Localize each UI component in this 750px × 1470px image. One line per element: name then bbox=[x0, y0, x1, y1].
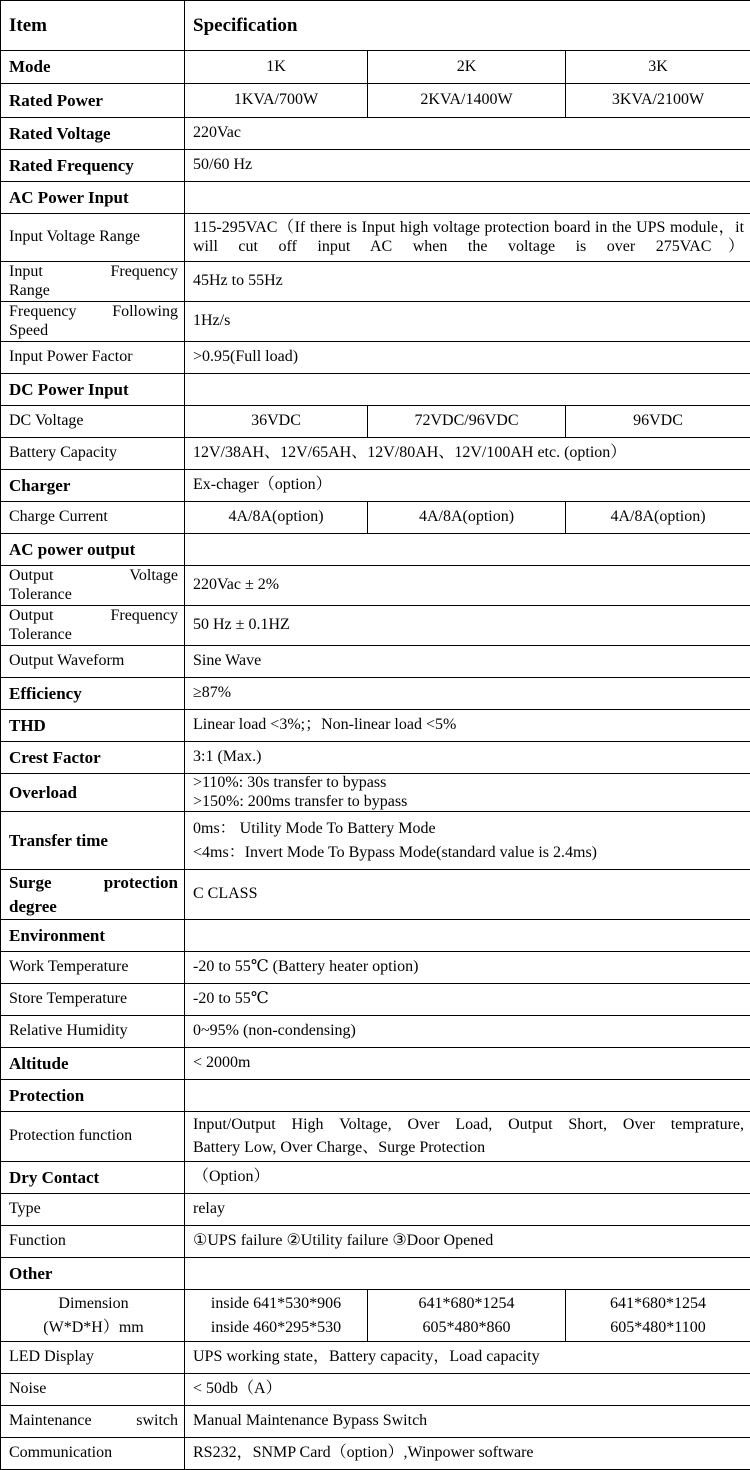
dry-contact-row bbox=[1, 1162, 750, 1194]
protection-function-value bbox=[185, 1112, 750, 1162]
protection-function-line-2: Battery Low, Over Charge、Surge Protection bbox=[193, 1137, 744, 1159]
dimension-2k bbox=[368, 1290, 566, 1342]
input-power-factor-row bbox=[1, 342, 750, 374]
work-temperature-value: -20 to 55℃ (Battery heater option) bbox=[185, 952, 750, 984]
dc-voltage-label: DC Voltage bbox=[1, 406, 185, 438]
relative-humidity-value: 0~95% (non-condensing) bbox=[185, 1016, 750, 1048]
dimension-row bbox=[1, 1290, 750, 1342]
surge-protection-value: C CLASS bbox=[185, 870, 750, 920]
other-section-row bbox=[1, 1258, 750, 1290]
dry-contact-type-row bbox=[1, 1194, 750, 1226]
charge-current-label: Charge Current bbox=[1, 502, 185, 534]
dc-input-section-title: DC Power Input bbox=[1, 374, 185, 406]
dimension-3k bbox=[566, 1290, 750, 1342]
mode-2k: 2K bbox=[368, 51, 566, 84]
transfer-time-row bbox=[1, 812, 750, 870]
input-frequency-range-label-a: Input Frequency bbox=[9, 263, 178, 281]
output-frequency-tolerance-label-a: Output Frequency bbox=[9, 607, 178, 625]
dimension-3k-outer: 641*680*1254 bbox=[572, 1292, 744, 1315]
header-spec: Specification bbox=[185, 1, 750, 51]
protection-function-label: Protection function bbox=[1, 1112, 185, 1162]
output-waveform-label: Output Waveform bbox=[1, 646, 185, 678]
charger-row bbox=[1, 470, 750, 502]
crest-factor-value: 3:1 (Max.) bbox=[185, 742, 750, 774]
protection-function-line-1: Input/Output High Voltage, Over Load, Output Short, Over temprature, bbox=[193, 1114, 744, 1136]
transfer-line-2: <4ms：Invert Mode To Bypass Mode(standard value is 2.4ms) bbox=[193, 841, 744, 864]
frequency-following-label-b: Speed bbox=[9, 322, 178, 340]
altitude-label: Altitude bbox=[1, 1048, 185, 1080]
charge-current-1k: 4A/8A(option) bbox=[185, 502, 368, 534]
ac-input-section-row bbox=[1, 182, 750, 214]
work-temperature-label: Work Temperature bbox=[1, 952, 185, 984]
rated-power-3k: 3KVA/2100W bbox=[566, 84, 750, 118]
dimension-2k-inner: 605*480*860 bbox=[374, 1316, 559, 1339]
output-voltage-tolerance-label-b: Tolerance bbox=[9, 586, 178, 604]
rated-power-1k: 1KVA/700W bbox=[185, 84, 368, 118]
output-frequency-tolerance-label-b: Tolerance bbox=[9, 626, 178, 644]
store-temperature-row bbox=[1, 984, 750, 1016]
rated-voltage-row bbox=[1, 118, 750, 150]
charger-value: Ex-chager（option） bbox=[185, 470, 750, 502]
dc-voltage-2k: 72VDC/96VDC bbox=[368, 406, 566, 438]
overload-line-2: >150%: 200ms transfer to bypass bbox=[193, 793, 744, 811]
rated-voltage-value: 220Vac bbox=[185, 118, 750, 150]
protection-section-row bbox=[1, 1080, 750, 1112]
dc-voltage-3k: 96VDC bbox=[566, 406, 750, 438]
communication-row bbox=[1, 1438, 750, 1470]
mode-label: Mode bbox=[1, 51, 185, 84]
header-item: Item bbox=[1, 1, 185, 51]
thd-row bbox=[1, 710, 750, 742]
rated-power-row bbox=[1, 84, 750, 118]
overload-label: Overload bbox=[1, 774, 185, 812]
output-frequency-tolerance-value: 50 Hz ± 0.1HZ bbox=[185, 606, 750, 646]
dimension-1k-outer: inside 641*530*906 bbox=[191, 1292, 361, 1315]
output-frequency-tolerance-label bbox=[1, 606, 185, 646]
crest-factor-row bbox=[1, 742, 750, 774]
thd-label: THD bbox=[1, 710, 185, 742]
transfer-time-label: Transfer time bbox=[1, 812, 185, 870]
mode-1k: 1K bbox=[185, 51, 368, 84]
dry-contact-function-value: ①UPS failure ②Utility failure ③Door Opened bbox=[185, 1226, 750, 1258]
led-display-value: UPS working state，Battery capacity，Load capacity bbox=[185, 1342, 750, 1374]
frequency-following-value: 1Hz/s bbox=[185, 302, 750, 342]
input-frequency-range-row bbox=[1, 262, 750, 302]
led-display-label: LED Display bbox=[1, 1342, 185, 1374]
communication-value: RS232，SNMP Card（option）,Winpower software bbox=[185, 1438, 750, 1470]
output-waveform-value: Sine Wave bbox=[185, 646, 750, 678]
input-frequency-range-value: 45Hz to 55Hz bbox=[185, 262, 750, 302]
dry-contact-value: （Option） bbox=[185, 1162, 750, 1194]
dimension-label-b: (W*D*H）mm bbox=[9, 1316, 178, 1339]
battery-capacity-label: Battery Capacity bbox=[1, 438, 185, 470]
ac-output-section-title: AC power output bbox=[1, 534, 185, 566]
dry-contact-function-row bbox=[1, 1226, 750, 1258]
ac-output-section-row bbox=[1, 534, 750, 566]
mode-row bbox=[1, 51, 750, 84]
input-frequency-range-label-b: Range bbox=[9, 282, 178, 300]
dimension-label-a: Dimension bbox=[9, 1292, 178, 1315]
charge-current-2k: 4A/8A(option) bbox=[368, 502, 566, 534]
header-row bbox=[1, 1, 750, 51]
efficiency-value: ≥87% bbox=[185, 678, 750, 710]
charger-label: Charger bbox=[1, 470, 185, 502]
charge-current-3k: 4A/8A(option) bbox=[566, 502, 750, 534]
surge-protection-row bbox=[1, 870, 750, 920]
dc-input-section-row bbox=[1, 374, 750, 406]
altitude-value: < 2000m bbox=[185, 1048, 750, 1080]
altitude-row bbox=[1, 1048, 750, 1080]
output-voltage-tolerance-value: 220Vac ± 2% bbox=[185, 566, 750, 606]
rated-power-2k: 2KVA/1400W bbox=[368, 84, 566, 118]
dc-voltage-row bbox=[1, 406, 750, 438]
dimension-2k-outer: 641*680*1254 bbox=[374, 1292, 559, 1315]
maintenance-switch-value: Manual Maintenance Bypass Switch bbox=[185, 1406, 750, 1438]
led-display-row bbox=[1, 1342, 750, 1374]
frequency-following-row bbox=[1, 302, 750, 342]
dimension-label bbox=[1, 1290, 185, 1342]
communication-label: Communication bbox=[1, 1438, 185, 1470]
efficiency-row bbox=[1, 678, 750, 710]
rated-frequency-row bbox=[1, 150, 750, 182]
transfer-time-value bbox=[185, 812, 750, 870]
work-temperature-row bbox=[1, 952, 750, 984]
dry-contact-type-label: Type bbox=[1, 1194, 185, 1226]
protection-section-title: Protection bbox=[1, 1080, 185, 1112]
environment-section-row bbox=[1, 920, 750, 952]
overload-value bbox=[185, 774, 750, 812]
efficiency-label: Efficiency bbox=[1, 678, 185, 710]
dimension-1k bbox=[185, 1290, 368, 1342]
overload-row bbox=[1, 774, 750, 812]
maintenance-switch-label: Maintenance switch bbox=[1, 1406, 185, 1438]
other-section-title: Other bbox=[1, 1258, 185, 1290]
transfer-line-1: 0ms： Utility Mode To Battery Mode bbox=[193, 817, 744, 840]
output-frequency-tolerance-row bbox=[1, 606, 750, 646]
battery-capacity-value: 12V/38AH、12V/65AH、12V/80AH、12V/100AH etc. (option） bbox=[185, 438, 750, 470]
rated-power-label: Rated Power bbox=[1, 84, 185, 118]
input-frequency-range-label bbox=[1, 262, 185, 302]
output-voltage-tolerance-label bbox=[1, 566, 185, 606]
protection-function-row bbox=[1, 1112, 750, 1162]
relative-humidity-row bbox=[1, 1016, 750, 1048]
environment-section-title: Environment bbox=[1, 920, 185, 952]
output-waveform-row bbox=[1, 646, 750, 678]
surge-protection-label-a: Surge protection bbox=[9, 871, 178, 895]
dc-voltage-1k: 36VDC bbox=[185, 406, 368, 438]
rated-frequency-label: Rated Frequency bbox=[1, 150, 185, 182]
relative-humidity-label: Relative Humidity bbox=[1, 1016, 185, 1048]
input-voltage-range-row bbox=[1, 214, 750, 262]
dimension-3k-inner: 605*480*1100 bbox=[572, 1316, 744, 1339]
mode-3k: 3K bbox=[566, 51, 750, 84]
noise-row bbox=[1, 1374, 750, 1406]
store-temperature-label: Store Temperature bbox=[1, 984, 185, 1016]
frequency-following-label bbox=[1, 302, 185, 342]
crest-factor-label: Crest Factor bbox=[1, 742, 185, 774]
charge-current-row bbox=[1, 502, 750, 534]
input-voltage-range-value: 115-295VAC（If there is Input high voltage protection board in the UPS module，it will cut off input AC when the voltage is over 275VAC） bbox=[185, 214, 750, 262]
output-voltage-tolerance-label-a: Output Voltage bbox=[9, 567, 178, 585]
thd-value: Linear load <3%;；Non-linear load <5% bbox=[185, 710, 750, 742]
input-voltage-range-label: Input Voltage Range bbox=[1, 214, 185, 262]
battery-capacity-row bbox=[1, 438, 750, 470]
surge-protection-label bbox=[1, 870, 185, 920]
frequency-following-label-a: Frequency Following bbox=[9, 303, 178, 321]
input-power-factor-value: >0.95(Full load) bbox=[185, 342, 750, 374]
store-temperature-value: -20 to 55℃ bbox=[185, 984, 750, 1016]
rated-frequency-value: 50/60 Hz bbox=[185, 150, 750, 182]
input-power-factor-label: Input Power Factor bbox=[1, 342, 185, 374]
rated-voltage-label: Rated Voltage bbox=[1, 118, 185, 150]
dry-contact-function-label: Function bbox=[1, 1226, 185, 1258]
ac-input-section-title: AC Power Input bbox=[1, 182, 185, 214]
dry-contact-type-value: relay bbox=[185, 1194, 750, 1226]
dry-contact-label: Dry Contact bbox=[1, 1162, 185, 1194]
maintenance-switch-row bbox=[1, 1406, 750, 1438]
output-voltage-tolerance-row bbox=[1, 566, 750, 606]
overload-line-1: >110%: 30s transfer to bypass bbox=[193, 774, 744, 792]
surge-protection-label-b: degree bbox=[9, 895, 178, 919]
dimension-1k-inner: inside 460*295*530 bbox=[191, 1316, 361, 1339]
noise-label: Noise bbox=[1, 1374, 185, 1406]
noise-value: < 50db（A） bbox=[185, 1374, 750, 1406]
